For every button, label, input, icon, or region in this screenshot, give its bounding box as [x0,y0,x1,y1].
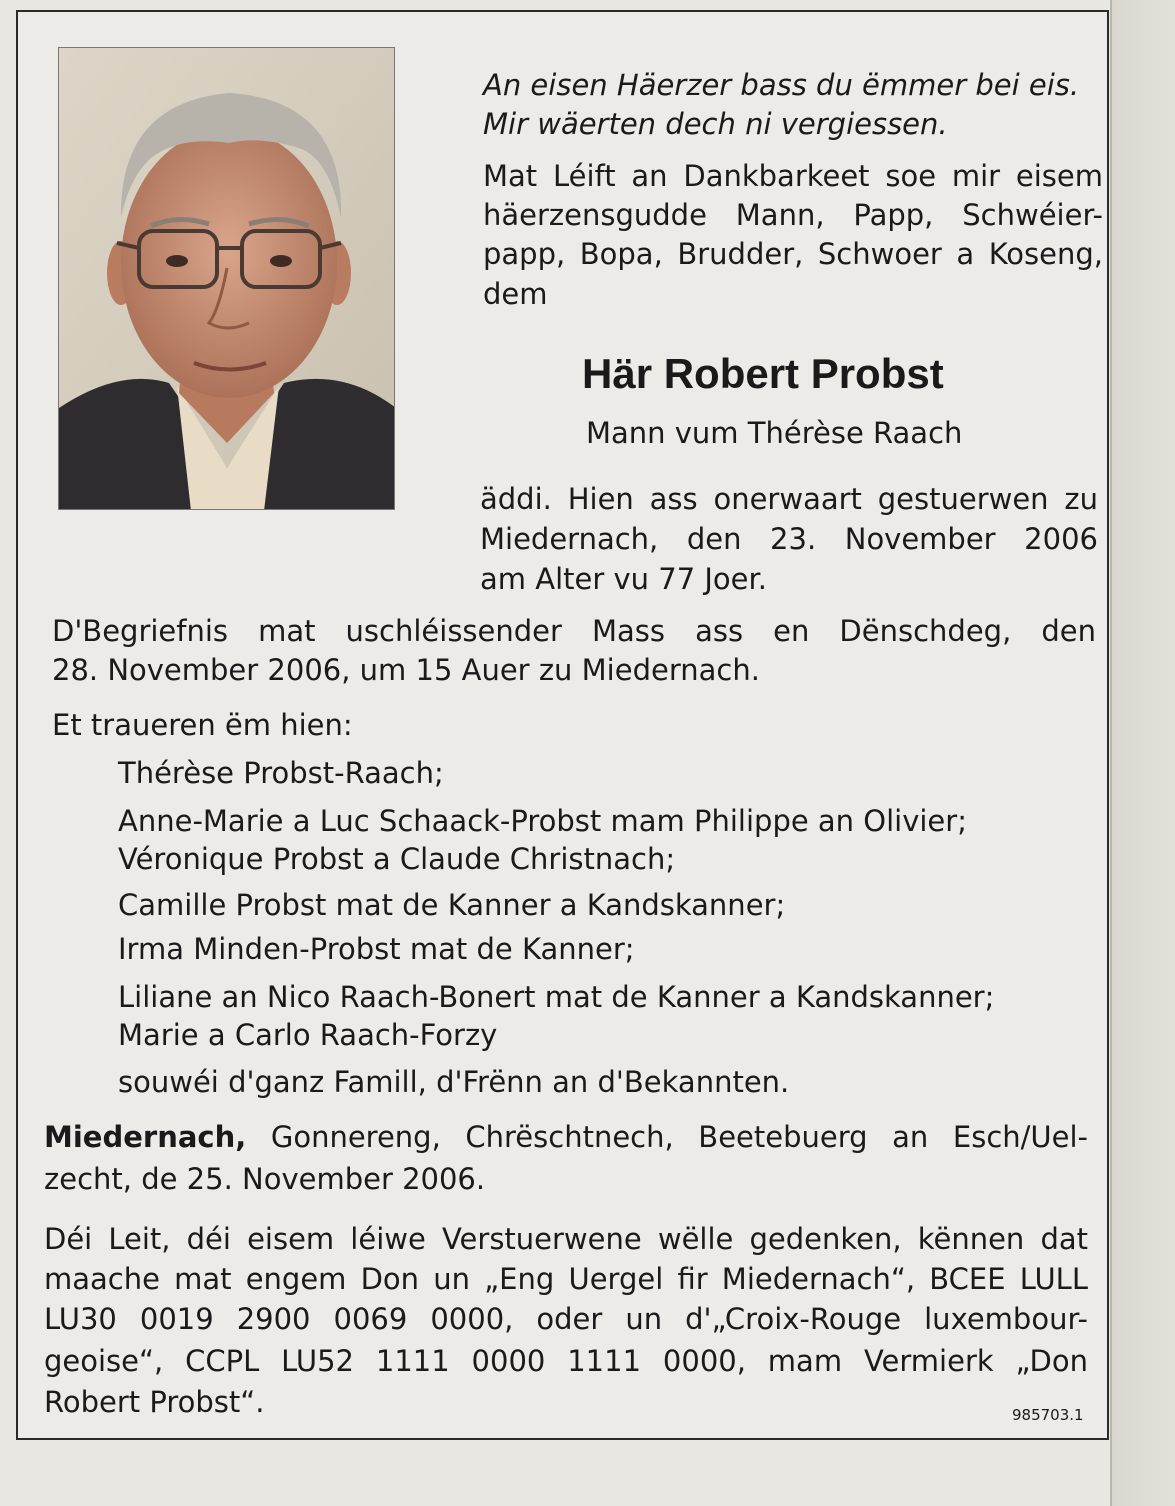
announcement-line-2: häerzensgudde Mann, Papp, Schwéier- [483,198,1103,232]
announcement-line-4: dem [483,277,548,311]
donation-line-1: Déi Leit, déi eisem léiwe Verstuerwene wëlle gedenken, kënnen dat [44,1222,1088,1256]
intro-line-2: Mir wäerten dech ni vergiessen. [483,107,948,141]
announcement-line-3: papp, Bopa, Brudder, Schwoer a Koseng, [483,237,1103,271]
reference-number: 985703.1 [1012,1406,1084,1424]
mourner-line: Thérèse Probst-Raach; [118,756,444,790]
intro-line-1: An eisen Häerzer bass du ëmmer bei eis. [483,68,1080,102]
place-name: Miedernach, [44,1120,247,1154]
place-date-line-2: zecht, de 25. November 2006. [44,1162,486,1196]
deceased-spouse: Mann vum Thérèse Raach [586,416,963,450]
donation-line-2: maache mat engem Don un „Eng Uergel fir Miedernach“, BCEE LULL [44,1262,1088,1296]
mourner-line: Marie a Carlo Raach-Forzy [118,1018,498,1052]
donation-line-5: Robert Probst“. [44,1385,265,1419]
mourner-line: Irma Minden-Probst mat de Kanner; [118,932,635,966]
funeral-line-1: D'Begriefnis mat uschléissender Mass ass en Dënschdeg, den [52,614,1096,648]
mourner-line: Anne-Marie a Luc Schaack-Probst mam Philippe an Olivier; [118,804,967,838]
mourner-line: souwéi d'ganz Famill, d'Frënn an d'Bekannten. [118,1065,790,1099]
mourner-line: Camille Probst mat de Kanner a Kandskanner; [118,888,786,922]
donation-line-3: LU30 0019 2900 0069 0000, oder un d'„Croix-Rouge luxembour- [44,1302,1088,1336]
mourner-line: Liliane an Nico Raach-Bonert mat de Kanner a Kandskanner; [118,980,995,1014]
adjacent-page-bleed [1110,0,1175,1506]
place-date-line-1 [44,1118,1088,1156]
announcement-line-1: Mat Léift an Dankbarkeet soe mir eisem [483,159,1103,193]
mourner-line: Véronique Probst a Claude Christnach; [118,842,676,876]
column-rule [1110,0,1112,1506]
death-line-3: am Alter vu 77 Joer. [480,562,767,596]
death-line-2: Miedernach, den 23. November 2006 [480,522,1098,556]
place-list: Gonnereng, Chrëschtnech, Beetebuerg an Esch/Uel- [246,1120,1088,1154]
mourners-intro: Et traueren ëm hien: [52,708,353,742]
funeral-line-2: 28. November 2006, um 15 Auer zu Miedernach. [52,653,760,687]
portrait-photo [58,47,395,510]
death-line-1: äddi. Hien ass onerwaart gestuerwen zu [480,482,1098,516]
donation-line-4: geoise“, CCPL LU52 1111 0000 1111 0000, mam Vermierk „Don [44,1344,1088,1378]
deceased-name: Här Robert Probst [582,350,944,397]
